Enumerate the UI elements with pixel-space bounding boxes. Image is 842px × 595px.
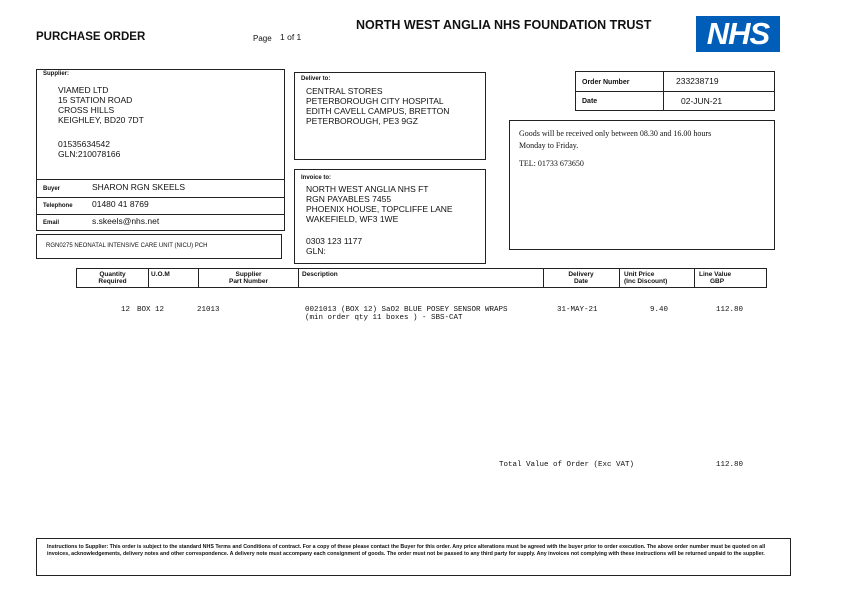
col-line-value [699, 271, 731, 285]
row-line-value: 112.80 [716, 306, 744, 314]
col-line-value-line: Line Value [699, 271, 732, 278]
row-part-number: 21013 [197, 306, 220, 314]
buyer-box [36, 179, 285, 231]
col-quantity-line: Required [98, 278, 127, 285]
table-row [0, 306, 842, 326]
deliver-line: CENTRAL STORES [306, 86, 383, 96]
row-delivery-date: 31-MAY-21 [557, 306, 598, 314]
page-number: 1 of 1 [280, 32, 302, 42]
col-delivery-line: Date [573, 278, 589, 285]
deliver-line: EDITH CAVELL CAMPUS, BRETTON [306, 106, 450, 116]
supplier-instructions: Instructions to Supplier: This order is subject to the standard NHS Terms and Conditions of contract. For a copy of these please contact the Buyer for this order. Any price alterations must be agreed with the buyer prior to order execution. The above order number must be quoted on all invoices, acknowledgements, delivery notes and other correspondence. A delivery note must accompany each consignment of goods. The order must not be passed to any third party for supply. Any invoices not complying with these instructions will be returned unpaid to the supplier. [47, 544, 766, 557]
supplier-line [58, 125, 144, 139]
invoice-gln: GLN: [306, 246, 326, 256]
invoice-line: WAKEFIELD, WF3 1WE [306, 214, 399, 224]
cost-centre-box [36, 234, 282, 259]
col-description: Description [302, 271, 338, 278]
supplier-line: CROSS HILLS [58, 105, 115, 115]
delivery-notice-text [519, 128, 773, 170]
trust-name: NORTH WEST ANGLIA NHS FOUNDATION TRUST [356, 18, 652, 32]
telephone-label: Telephone [43, 203, 73, 209]
email-label: Email [43, 220, 60, 226]
deliver-line: PETERBOROUGH, PE3 9GZ [306, 116, 418, 126]
buyer-name: SHARON RGN SKEELS [92, 182, 186, 192]
col-unit-price [624, 271, 667, 285]
order-number-label: Order Number [582, 79, 630, 86]
col-supplier-part-line: Part Number [228, 278, 268, 285]
nhs-logo: NHS [696, 16, 780, 52]
col-line-value-line: GBP [710, 278, 725, 285]
document-title: PURCHASE ORDER [36, 31, 146, 43]
row-description [305, 306, 508, 322]
col-quantity [77, 271, 148, 285]
notice-phone: TEL: 01733 673650 [519, 159, 584, 168]
deliver-line: PETERBOROUGH CITY HOSPITAL [306, 96, 444, 106]
supplier-gln: GLN:210078166 [58, 149, 121, 159]
row-unit-price: 9.40 [650, 306, 669, 314]
notice-line: Monday to Friday. [519, 141, 579, 150]
invoice-to-address [306, 184, 453, 256]
supplier-address [58, 85, 144, 159]
row-uom: BOX 12 [137, 306, 165, 314]
col-supplier-part-line: Supplier [235, 271, 262, 278]
row-description-line: (min order qty 11 boxes ) - SBS-CAT [305, 314, 463, 322]
order-info-box [575, 71, 775, 111]
supplier-line: KEIGHLEY, BD20 7DT [58, 115, 144, 125]
col-uom: U.O.M [151, 271, 170, 278]
deliver-to-address [306, 86, 449, 126]
items-table-header [76, 268, 767, 288]
col-unit-price-line: (Inc Discount) [624, 278, 668, 285]
supplier-box [36, 69, 285, 180]
cost-centre-text: RGN0275 NEONATAL INTENSIVE CARE UNIT (NICU) PCH [46, 243, 208, 249]
invoice-line [306, 224, 453, 236]
delivery-notice-box [509, 120, 775, 250]
col-delivery-date [545, 271, 617, 285]
buyer-email[interactable]: s.skeels@nhs.net [92, 216, 160, 226]
order-total-label: Total Value of Order (Exc VAT) [499, 461, 635, 469]
supplier-instructions-box [36, 538, 791, 576]
row-quantity: 12 [121, 306, 131, 314]
invoice-to-label: Invoice to: [301, 175, 332, 181]
col-unit-price-line: Unit Price [624, 271, 655, 278]
order-number: 233238719 [676, 76, 719, 86]
supplier-label: Supplier: [43, 71, 70, 77]
invoice-line: PHOENIX HOUSE, TOPCLIFFE LANE [306, 204, 453, 214]
col-supplier-part [201, 271, 296, 285]
deliver-to-box [294, 72, 486, 160]
buyer-label: Buyer [43, 186, 61, 192]
col-quantity-line: Quantity [99, 271, 126, 278]
supplier-line: 15 STATION ROAD [58, 95, 133, 105]
deliver-to-label: Deliver to: [301, 76, 331, 82]
supplier-line: VIAMED LTD [58, 85, 109, 95]
order-date: 02-JUN-21 [681, 96, 723, 106]
invoice-to-box [294, 169, 486, 264]
order-date-label: Date [582, 98, 598, 105]
order-total-value: 112.80 [716, 461, 744, 469]
buyer-telephone: 01480 41 8769 [92, 199, 149, 209]
supplier-phone: 01535634542 [58, 139, 111, 149]
notice-line: Goods will be received only between 08.30 and 16.00 hours [519, 129, 712, 138]
col-delivery-line: Delivery [568, 271, 594, 278]
invoice-line: NORTH WEST ANGLIA NHS FT [306, 184, 429, 194]
row-description-line: 0021013 (BOX 12) SaO2 BLUE POSEY SENSOR WRAPS [305, 306, 508, 314]
invoice-line: RGN PAYABLES 7455 [306, 194, 392, 204]
page-label: Page [253, 34, 272, 43]
invoice-phone: 0303 123 1177 [306, 236, 363, 246]
